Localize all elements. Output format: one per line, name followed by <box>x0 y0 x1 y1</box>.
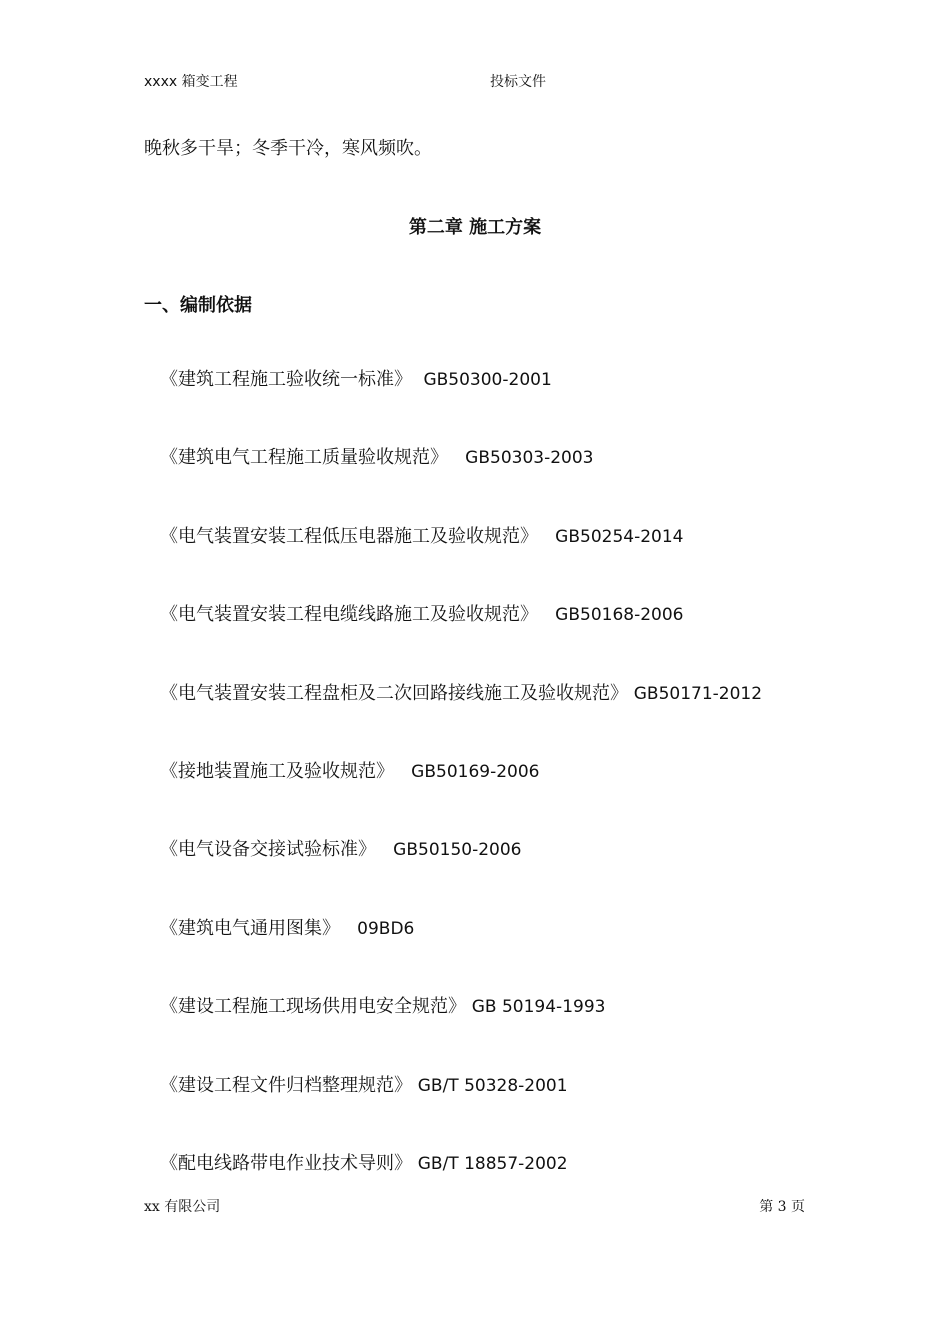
reference-item <box>160 996 762 1074</box>
reference-title: 《配电线路带电作业技术导则》 <box>160 1152 412 1174</box>
chapter-title: 第二章 施工方案 <box>408 217 542 238</box>
reference-item <box>160 1075 762 1153</box>
footer-page-number: 第 3 页 <box>759 1199 805 1215</box>
reference-title: 《建筑电气通用图集》 <box>160 917 340 939</box>
reference-item <box>160 369 762 447</box>
reference-title: 《电气装置安装工程低压电器施工及验收规范》 <box>160 525 538 547</box>
reference-title: 《接地装置施工及验收规范》 <box>160 760 394 782</box>
reference-code: GB50169-2006 <box>411 761 540 782</box>
reference-code: GB/T 50328-2001 <box>417 1075 568 1096</box>
reference-code: GB50168-2006 <box>555 605 684 626</box>
reference-code: GB/T 18857-2002 <box>417 1153 568 1174</box>
reference-item <box>160 447 762 525</box>
reference-title: 《电气装置安装工程电缆线路施工及验收规范》 <box>160 604 538 626</box>
reference-code: GB50171-2012 <box>633 683 763 704</box>
header-document-type: 投标文件 <box>490 74 546 90</box>
reference-item <box>160 918 762 996</box>
reference-title: 《建筑工程施工验收统一标准》 <box>160 369 412 390</box>
reference-title: 《电气装置安装工程盘柜及二次回路接线施工及验收规范》 <box>160 682 628 704</box>
reference-item <box>160 839 762 917</box>
reference-title: 《建设工程施工现场供用电安全规范》 <box>160 996 466 1018</box>
reference-item <box>160 604 762 682</box>
reference-code: GB50150-2006 <box>393 840 522 861</box>
reference-title: 《建筑电气工程施工质量验收规范》 <box>160 447 448 469</box>
reference-code: GB50303-2003 <box>465 448 594 469</box>
reference-title: 《电气设备交接试验标准》 <box>160 839 376 861</box>
header-project-name: xxxx 箱变工程 <box>144 74 238 90</box>
reference-code: GB50300-2001 <box>423 370 552 390</box>
reference-item <box>160 1153 762 1231</box>
climate-text: 晚秋多干旱；冬季干冷，寒风频吹。 <box>144 138 432 159</box>
reference-item <box>160 761 762 839</box>
reference-item <box>160 683 762 761</box>
footer-company: xx 有限公司 <box>144 1199 221 1215</box>
reference-item <box>160 526 762 604</box>
reference-title: 《建设工程文件归档整理规范》 <box>160 1074 412 1096</box>
reference-code: GB 50194-1993 <box>471 997 606 1018</box>
reference-code: 09BD6 <box>357 918 415 939</box>
reference-code: GB50254-2014 <box>555 526 684 547</box>
reference-list <box>160 369 762 1231</box>
section-title: 一、编制依据 <box>144 295 252 316</box>
